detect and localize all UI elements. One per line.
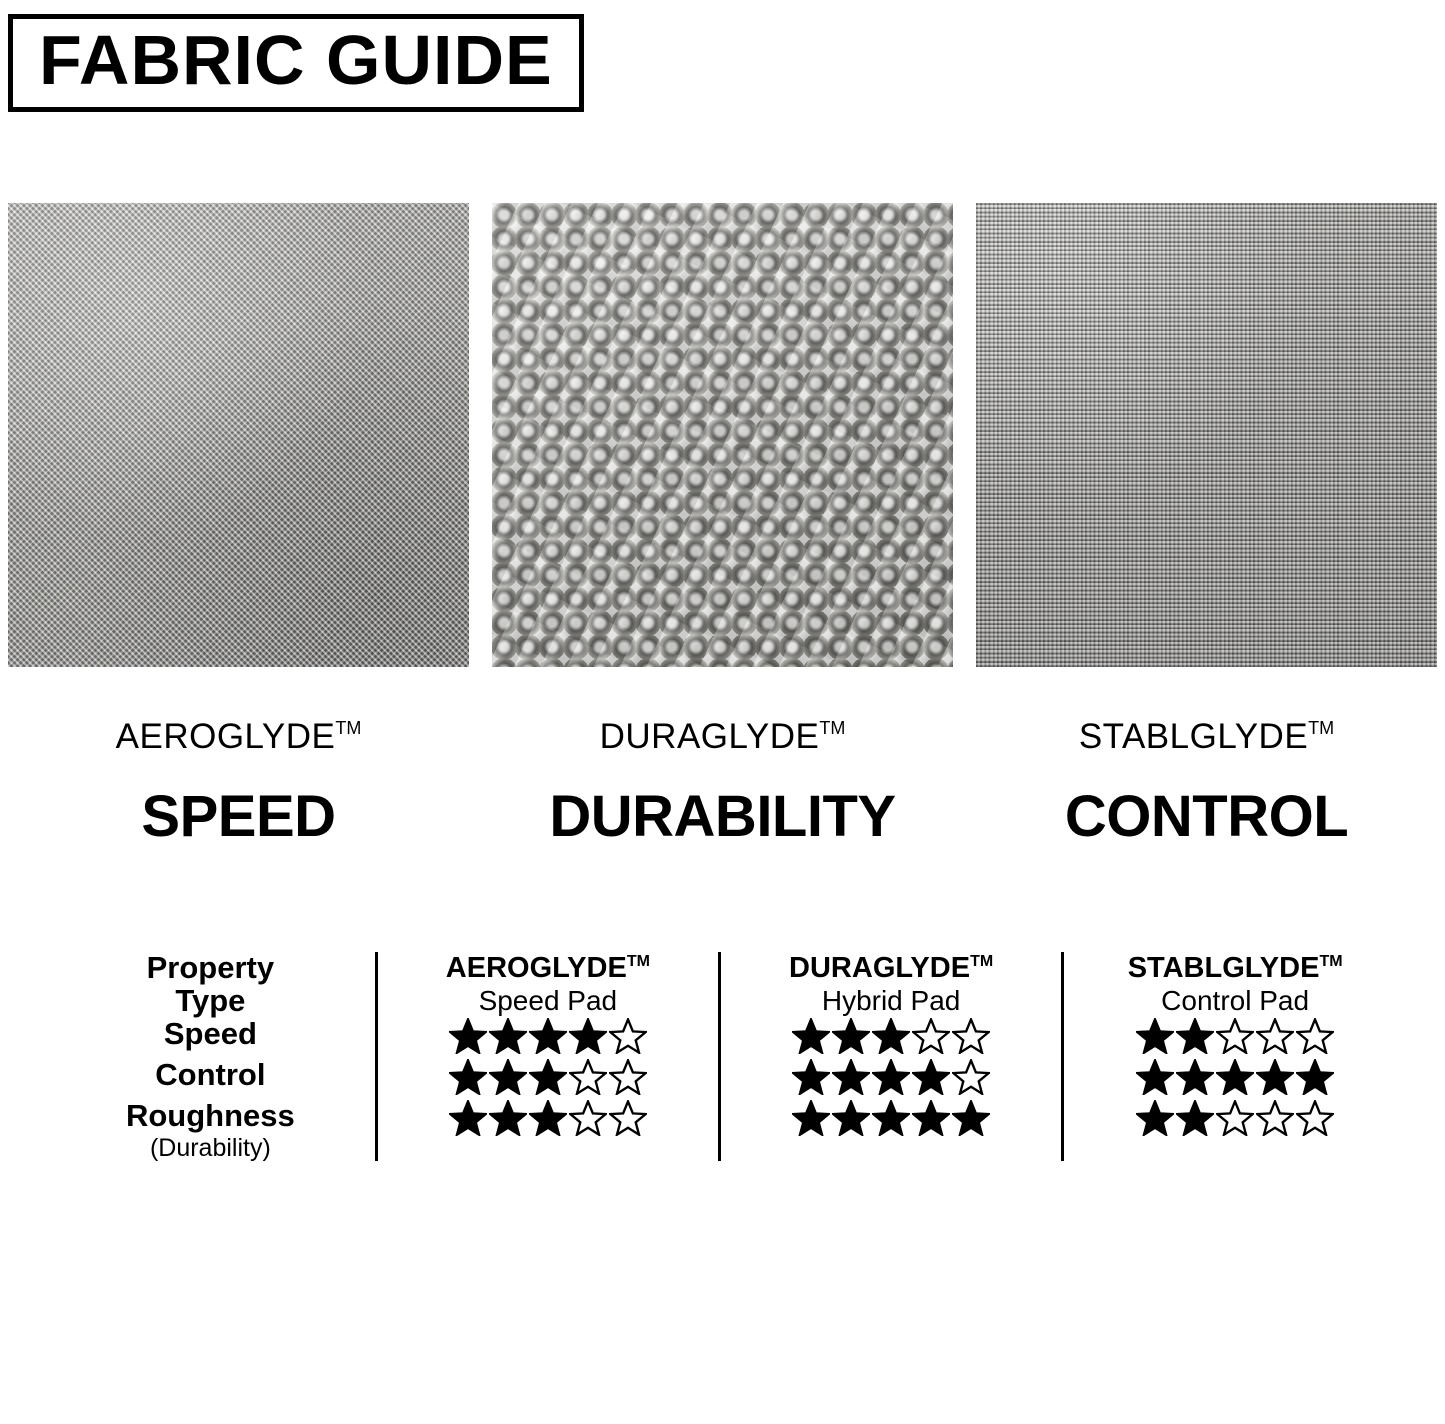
cell-type-aeroglyde: Speed Pad — [376, 985, 719, 1018]
star-filled-icon — [1136, 1018, 1174, 1054]
cell-type-stablglyde: Control Pad — [1063, 985, 1406, 1018]
swatch-column-stablglyde — [976, 203, 1437, 850]
star-filled-icon — [832, 1018, 870, 1054]
column-header-duraglyde — [719, 952, 1062, 985]
cell-control-aeroglyde — [376, 1059, 719, 1100]
trademark-mark: TM — [1319, 953, 1343, 970]
star-filled-icon — [569, 1018, 607, 1054]
star-filled-icon — [872, 1059, 910, 1095]
star-filled-icon — [449, 1059, 487, 1095]
star-empty-icon — [1296, 1018, 1334, 1054]
row-label-text: Roughness — [125, 1097, 295, 1133]
star-empty-icon — [952, 1018, 990, 1054]
row-label-speed — [46, 1015, 376, 1059]
star-filled-icon — [449, 1100, 487, 1136]
trademark-mark: TM — [335, 718, 362, 738]
trademark-mark: TM — [626, 953, 650, 970]
star-empty-icon — [952, 1059, 990, 1095]
duraglyde-swatch-label — [492, 717, 953, 757]
aeroglyde-swatch-label — [8, 717, 469, 757]
star-empty-icon — [609, 1018, 647, 1054]
row-label-sub: (Durability) — [149, 1134, 271, 1163]
column-header-stablglyde — [1063, 952, 1406, 985]
star-empty-icon — [1296, 1100, 1334, 1136]
star-filled-icon — [952, 1100, 990, 1136]
star-empty-icon — [1216, 1100, 1254, 1136]
star-filled-icon — [1176, 1059, 1214, 1095]
star-filled-icon — [529, 1059, 567, 1095]
table-row — [46, 1059, 1406, 1100]
star-filled-icon — [872, 1018, 910, 1054]
aeroglyde-name: AEROGLYDE — [115, 717, 336, 756]
cell-type-duraglyde: Hybrid Pad — [719, 985, 1062, 1018]
table-row — [46, 1100, 1406, 1162]
swatch-row — [8, 203, 1437, 850]
stablglyde-name: STABLGLYDE — [1078, 717, 1309, 756]
star-empty-icon — [569, 1100, 607, 1136]
table-row — [46, 985, 1406, 1018]
star-rating — [1135, 1041, 1335, 1058]
cell-roughness-stablglyde — [1063, 1100, 1406, 1162]
swatch-column-aeroglyde — [8, 203, 469, 850]
star-empty-icon — [609, 1059, 647, 1095]
page-title: FABRIC GUIDE — [39, 21, 553, 99]
aeroglyde-headline: SPEED — [141, 784, 336, 849]
row-label-text: Speed — [163, 1015, 257, 1051]
star-filled-icon — [1256, 1059, 1294, 1095]
trademark-mark: TM — [819, 718, 846, 738]
star-filled-icon — [489, 1100, 527, 1136]
star-rating — [791, 1041, 991, 1058]
star-filled-icon — [832, 1059, 870, 1095]
cell-control-stablglyde — [1063, 1059, 1406, 1100]
row-label-type — [46, 985, 376, 1018]
star-filled-icon — [912, 1100, 950, 1136]
cell-roughness-duraglyde — [719, 1100, 1062, 1162]
aeroglyde-swatch-image — [8, 203, 469, 667]
cell-speed-duraglyde — [719, 1018, 1062, 1059]
trademark-mark: TM — [1308, 718, 1335, 738]
star-filled-icon — [1136, 1100, 1174, 1136]
cell-speed-stablglyde — [1063, 1018, 1406, 1059]
row-label-control — [46, 1056, 376, 1100]
star-empty-icon — [1256, 1100, 1294, 1136]
star-rating — [1135, 1082, 1335, 1099]
star-filled-icon — [792, 1100, 830, 1136]
star-filled-icon — [912, 1059, 950, 1095]
column-header-label: STABLGLYDE — [1127, 952, 1320, 984]
star-rating — [448, 1082, 648, 1099]
stablglyde-swatch-image — [976, 203, 1437, 667]
cell-control-duraglyde — [719, 1059, 1062, 1100]
star-filled-icon — [1296, 1059, 1334, 1095]
swatch-column-duraglyde — [492, 203, 953, 850]
row-label-text: Type — [175, 983, 246, 1018]
star-empty-icon — [569, 1059, 607, 1095]
star-empty-icon — [912, 1018, 950, 1054]
star-filled-icon — [489, 1018, 527, 1054]
stablglyde-swatch-label — [976, 717, 1437, 757]
property-column-header: Property — [146, 950, 275, 985]
star-rating — [791, 1082, 991, 1099]
star-filled-icon — [872, 1100, 910, 1136]
spec-table-wrapper — [46, 952, 1406, 1161]
star-filled-icon — [792, 1018, 830, 1054]
star-rating — [448, 1123, 648, 1140]
star-rating — [791, 1123, 991, 1140]
duraglyde-swatch-image — [492, 203, 953, 667]
cell-speed-aeroglyde — [376, 1018, 719, 1059]
star-filled-icon — [529, 1100, 567, 1136]
star-filled-icon — [449, 1018, 487, 1054]
star-empty-icon — [609, 1100, 647, 1136]
row-label-roughness — [46, 1097, 376, 1163]
column-header-aeroglyde — [376, 952, 719, 985]
duraglyde-headline: DURABILITY — [549, 784, 896, 849]
table-row — [46, 1018, 1406, 1059]
star-empty-icon — [1216, 1018, 1254, 1054]
column-header-label: DURAGLYDE — [789, 952, 971, 984]
cell-roughness-aeroglyde — [376, 1100, 719, 1162]
star-rating — [1135, 1123, 1335, 1140]
star-filled-icon — [832, 1100, 870, 1136]
trademark-mark: TM — [970, 953, 994, 970]
star-empty-icon — [1256, 1018, 1294, 1054]
star-filled-icon — [529, 1018, 567, 1054]
star-rating — [448, 1041, 648, 1058]
star-filled-icon — [792, 1059, 830, 1095]
duraglyde-name: DURAGLYDE — [599, 717, 820, 756]
stablglyde-headline: CONTROL — [1064, 784, 1349, 849]
row-label-text: Control — [155, 1056, 266, 1092]
star-filled-icon — [1136, 1059, 1174, 1095]
star-filled-icon — [489, 1059, 527, 1095]
spec-table — [46, 952, 1406, 1161]
column-header-label: AEROGLYDE — [445, 952, 627, 984]
star-filled-icon — [1176, 1100, 1214, 1136]
star-filled-icon — [1216, 1059, 1254, 1095]
page-title-box — [8, 14, 584, 112]
table-header-row — [46, 952, 1406, 985]
star-filled-icon — [1176, 1018, 1214, 1054]
